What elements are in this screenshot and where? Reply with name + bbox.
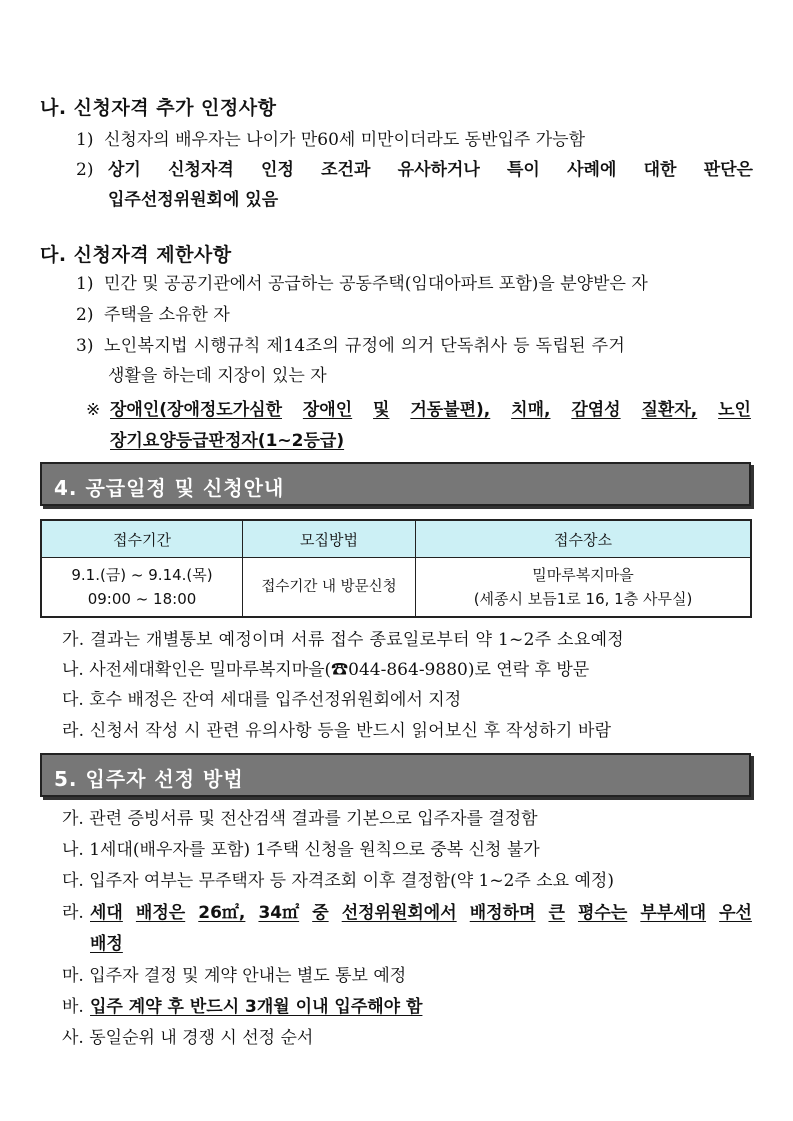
justified-word: 특이 xyxy=(507,160,540,180)
justified-word: 평수는 xyxy=(577,903,628,923)
list-item-bold-continuation: 입주선정위원회에 있음 xyxy=(108,190,279,210)
list-item: 1) 민간 및 공공기관에서 공급하는 공동주택(임대아파트 포함)을 분양받은 자 xyxy=(76,274,648,294)
justified-word: 세대 xyxy=(90,903,123,923)
section-title-additional-qualification: 나. 신청자격 추가 인정사항 xyxy=(40,97,277,119)
justified-word: 감염성 xyxy=(571,400,621,420)
justified-word: 부부세대 xyxy=(640,903,707,923)
list-item-continuation: 생활을 하는데 지장이 있는 자 xyxy=(108,366,327,386)
selection-bold-line xyxy=(90,900,752,926)
list-item-bold-line xyxy=(108,157,753,183)
justified-word: 거동불편), xyxy=(410,400,491,420)
justified-word: 질환자, xyxy=(641,400,698,420)
justified-word: 배정하며 xyxy=(469,903,536,923)
selection-line: 마. 입주자 결정 및 계약 안내는 별도 통보 예정 xyxy=(62,966,407,986)
justified-word: 26㎡, xyxy=(198,903,246,923)
section-banner-supply-schedule xyxy=(40,462,751,506)
column-header: 접수장소 xyxy=(416,520,752,558)
table-header-row xyxy=(41,520,751,558)
justified-word: 사례에 xyxy=(567,160,617,180)
selection-line: 사. 동일순위 내 경쟁 시 선정 순서 xyxy=(62,1028,314,1048)
selection-line: 가. 관련 증빙서류 및 전산검색 결과를 기본으로 입주자를 결정함 xyxy=(62,809,538,829)
justified-word: 신청자격 xyxy=(168,160,234,180)
note-bold-line xyxy=(110,397,751,423)
banner-title: 5. 입주자 선정 방법 xyxy=(54,767,244,791)
table-row xyxy=(41,558,751,618)
justified-word: 조건과 xyxy=(321,160,371,180)
justified-word: 34㎡ xyxy=(258,903,300,923)
section-title-restrictions: 다. 신청자격 제한사항 xyxy=(40,244,232,266)
justified-word: 인정 xyxy=(261,160,294,180)
justified-word: 장애인(장애정도가심한 xyxy=(110,400,282,420)
list-item: 1) 신청자의 배우자는 나이가 만60세 미만이더라도 동반입주 가능함 xyxy=(76,130,586,150)
justified-word: 큰 xyxy=(548,903,565,923)
justified-word: 유사하거나 xyxy=(397,160,480,180)
list-item: 3) 노인복지법 시행규칙 제14조의 규정에 의거 단독취사 등 독립된 주거 xyxy=(76,336,626,356)
selection-line: 다. 입주자 여부는 무주택자 등 자격조회 이후 결정함(약 1~2주 소요 예정) xyxy=(62,871,614,891)
column-header: 접수기간 xyxy=(41,520,243,558)
selection-line-prefix: 바. xyxy=(62,997,84,1017)
list-item-number: 2) xyxy=(76,160,94,180)
selection-line-prefix: 라. xyxy=(62,903,84,923)
justified-word: 우선 xyxy=(719,903,752,923)
notice-line: 다. 호수 배정은 잔여 세대를 입주선정위원회에서 지정 xyxy=(62,690,462,710)
selection-bold-line: 입주 계약 후 반드시 3개월 이내 입주해야 함 xyxy=(90,997,423,1017)
justified-word: 판단은 xyxy=(703,160,753,180)
justified-word: 중 xyxy=(312,903,329,923)
selection-bold-continuation: 배정 xyxy=(90,934,123,954)
justified-word: 선정위원회에서 xyxy=(341,903,457,923)
column-header: 모집방법 xyxy=(243,520,416,558)
note-mark: ※ xyxy=(86,400,101,420)
justified-word: 및 xyxy=(373,400,390,420)
justified-word: 배정은 xyxy=(135,903,186,923)
notice-line: 라. 신청서 작성 시 관련 유의사항 등을 반드시 읽어보신 후 작성하기 바람 xyxy=(62,721,612,741)
list-item: 2) 주택을 소유한 자 xyxy=(76,305,230,325)
notice-line: 가. 결과는 개별통보 예정이며 서류 접수 종료일로부터 약 1~2주 소요예정 xyxy=(62,630,625,650)
justified-word: 대한 xyxy=(643,160,677,180)
period-cell: 9.1.(금) ~ 9.14.(목) 09:00 ~ 18:00 xyxy=(41,558,243,618)
justified-word: 노인 xyxy=(718,400,751,420)
note-bold-continuation: 장기요양등급판정자(1~2등급) xyxy=(110,431,345,451)
notice-line: 나. 사전세대확인은 밀마루복지마을(☎044-864-9880)로 연락 후 방문 xyxy=(62,660,590,680)
justified-word: 상기 xyxy=(108,160,141,180)
section-banner-selection-method xyxy=(40,753,751,797)
justified-word: 치매, xyxy=(511,400,551,420)
justified-word: 장애인 xyxy=(302,400,353,420)
schedule-table xyxy=(40,519,752,618)
place-cell: 밀마루복지마을 (세종시 보듬1로 16, 1층 사무실) xyxy=(416,558,752,618)
method-cell: 접수기간 내 방문신청 xyxy=(243,558,416,618)
banner-title: 4. 공급일정 및 신청안내 xyxy=(54,476,285,500)
selection-line: 나. 1세대(배우자를 포함) 1주택 신청을 원칙으로 중복 신청 불가 xyxy=(62,840,540,860)
